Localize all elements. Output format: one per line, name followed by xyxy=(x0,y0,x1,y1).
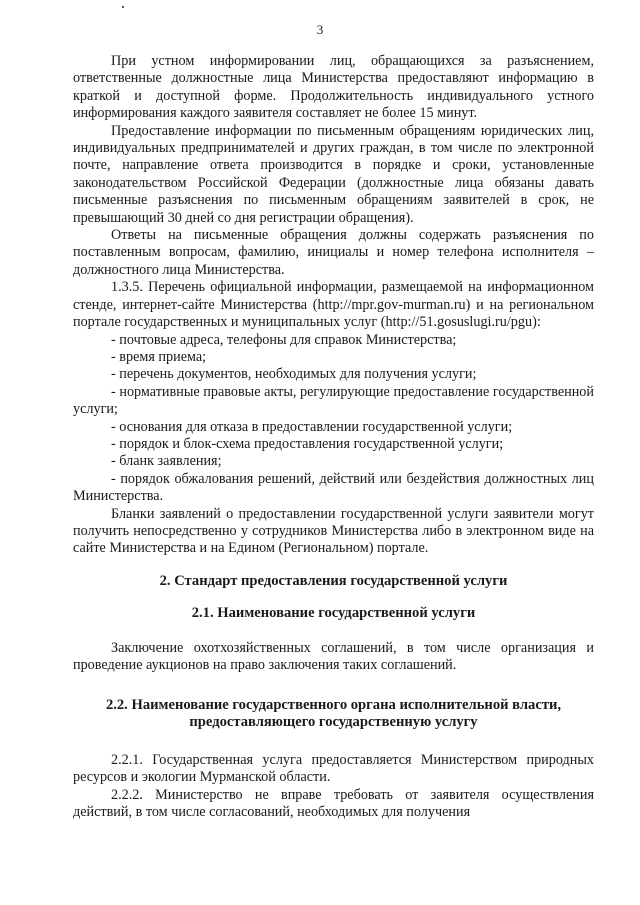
section-2-2-heading-line2: предоставляющего государственную услугу xyxy=(189,714,478,731)
paragraph-1-3-5: 1.3.5. Перечень официальной информации, размещаемой на информационном стенде, интернет-сайте Министерства (http://mpr.gov-murman.ru) и на региональном портале государственных и муниципальных услуг (http://51.gosuslugi.ru/pgu): xyxy=(73,279,594,331)
list-item: - порядок и блок-схема предоставления государственной услуги; xyxy=(111,435,504,452)
document-body xyxy=(73,53,594,822)
list-item: - перечень документов, необходимых для получения услуги; xyxy=(111,366,477,383)
paragraph-2-2-1: 2.2.1. Государственная услуга предоставляется Министерством природных ресурсов и экологии Мурманской области. xyxy=(73,751,594,786)
list-item: - нормативные правовые акты, регулирующие предоставление государственной услуги; xyxy=(73,383,594,418)
paragraph-answers: Ответы на письменные обращения должны содержать разъяснения по поставленным вопросам, фамилию, инициалы и номер телефона исполнителя – должностного лица Министерства. xyxy=(73,227,594,278)
margin-mark xyxy=(122,6,124,8)
list-item: - основания для отказа в предоставлении государственной услуги; xyxy=(111,418,513,435)
list-item: - бланк заявления; xyxy=(111,453,222,470)
list-item: - почтовые адреса, телефоны для справок Министерства; xyxy=(111,331,457,348)
paragraph-written-info: Предоставление информации по письменным обращениям юридических лиц, индивидуальных предпринимателей и других граждан, в том числе по электронной почте, направление ответа производится в порядке и сроки, установленные законодательством Российской Федерации (должностные лица обязаны давать письменные разъяснения по письменным обращениям заявителей в срок, не превышающий 30 дней со дня регистрации обращения). xyxy=(73,122,594,226)
paragraph-forms: Бланки заявлений о предоставлении государственной услуги заявители могут получить непосредственно у сотрудников Министерства либо в электронном виде на сайте Министерства и на Едином (Региональном) портале. xyxy=(73,505,594,557)
list-item: - время приема; xyxy=(111,348,207,365)
page-number: 3 xyxy=(316,22,324,37)
paragraph-2-2-2: 2.2.2. Министерство не вправе требовать от заявителя осуществления действий, в том числе согласований, необходимых для получения xyxy=(73,786,594,821)
paragraph-oral-info: При устном информировании лиц, обращающихся за разъяснением, ответственные должностные лица Министерства предоставляют информацию в краткой и доступной форме. Продолжительность индивидуального устного информирования каждого заявителя составляет не более 15 минут. xyxy=(73,53,594,122)
section-2-heading: 2. Стандарт предоставления государственной услуги xyxy=(159,572,508,589)
list-item: - порядок обжалования решений, действий или бездействия должностных лиц Министерства. xyxy=(73,470,594,505)
service-name-text: Заключение охотхозяйственных соглашений, в том числе организация и проведение аукционов на право заключения таких соглашений. xyxy=(73,639,594,674)
section-2-2-heading-line1: 2.2. Наименование государственного органа исполнительной власти, xyxy=(105,696,562,713)
section-2-1-heading: 2.1. Наименование государственной услуги xyxy=(191,605,476,622)
